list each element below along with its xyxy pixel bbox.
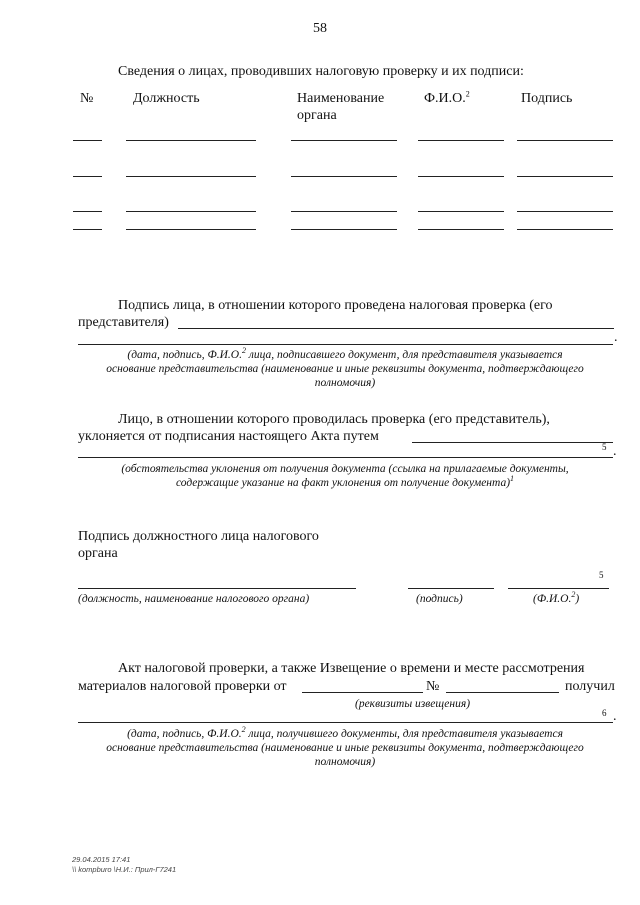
section1-line1: Подпись лица, в отношении которого проведена налоговая проверка (его (118, 298, 553, 313)
section4-period: . (613, 709, 617, 724)
section4-line2a: материалов налоговой проверки от (78, 679, 287, 694)
section4-footnote-mark: 6 (602, 708, 607, 718)
header-position: Должность (133, 91, 200, 106)
section3-footnote-mark: 5 (599, 570, 604, 580)
section4-line2b: получил (565, 679, 615, 694)
section2-line1: Лицо, в отношении которого проводилась проверка (его представитель), (118, 412, 550, 427)
section4-number-sign: № (426, 679, 440, 694)
section4-caption-requisites: (реквизиты извещения) (355, 698, 471, 710)
section3-caption-position: (должность, наименование налогового органа) (78, 593, 310, 605)
section2-note: (обстоятельства уклонения от получения документа (ссылка на прилагаемые документы, содержащие указание на факт уклонения от получение документа)$^1$ (121, 463, 569, 489)
section1-period: . (614, 330, 618, 345)
section1-line2: представителя) (78, 315, 169, 330)
section2-period: . (613, 444, 617, 459)
section3-line2: органа (78, 546, 118, 561)
page-number: 58 (313, 21, 327, 36)
section4-note: (дата, подпись, Ф.И.О.$^2$ лица, получившего документы, для представителя указывается основание представительства (наименование и иные реквизиты документа, подтверждающего полномочия) (106, 725, 584, 768)
header-number: № (80, 91, 94, 106)
header-fio: Ф.И.О.$^2$ (424, 89, 470, 106)
section2-line2: уклоняется от подписания настоящего Акта путем (78, 429, 379, 444)
table-title: Сведения о лицах, проводивших налоговую проверку и их подписи: (118, 64, 524, 79)
section4-line1: Акт налоговой проверки, а также Извещение о времени и месте рассмотрения (118, 661, 585, 676)
section2-footnote-mark: 5 (602, 442, 607, 452)
section3-caption-fio: (Ф.И.О.$^2$) (533, 590, 580, 605)
section3-caption-signature: (подпись) (416, 593, 463, 605)
header-signature: Подпись (521, 91, 573, 106)
section3-line1: Подпись должностного лица налогового (78, 529, 319, 544)
section1-note: (дата, подпись, Ф.И.О.$^2$ лица, подписавшего документ, для представителя указывается основание представительства (наименование и иные реквизиты документа, подтверждающего полномочия) (106, 346, 584, 389)
header-authority: Наименование органа (297, 91, 385, 123)
footer-info: 29.04.2015 17:41 \\ kompburo \Н.И.: Прил-Г7241 (72, 855, 177, 874)
